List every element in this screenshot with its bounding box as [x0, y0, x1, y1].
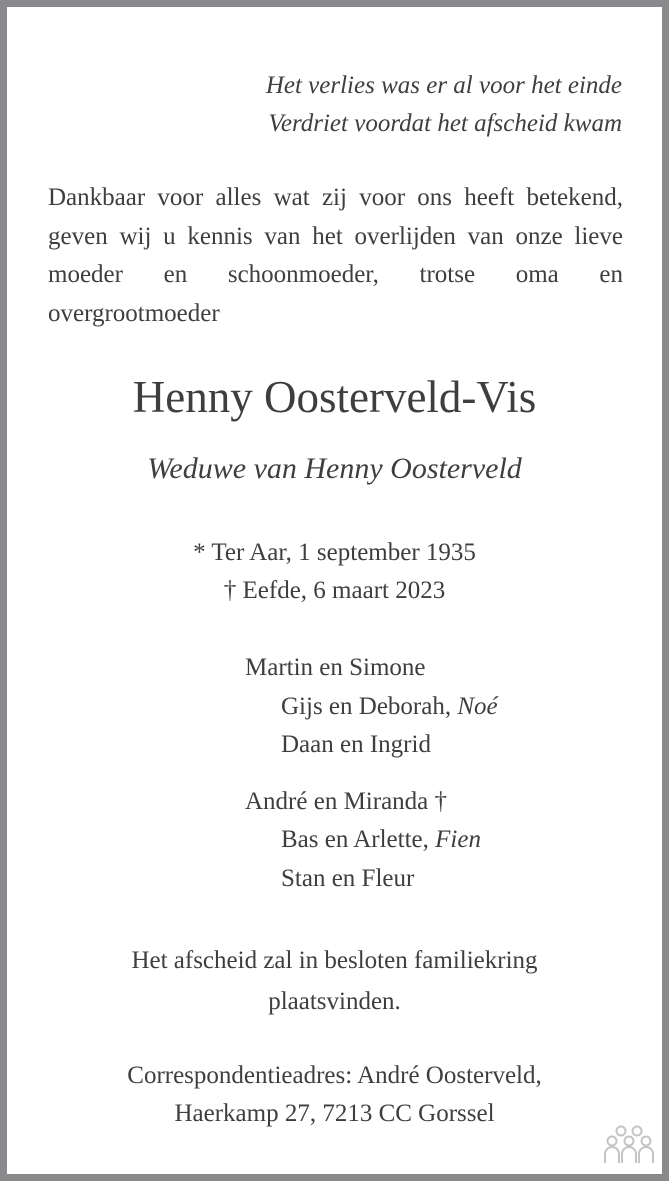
family-group: [245, 783, 498, 899]
farewell-line-2: plaatsvinden.: [268, 988, 401, 1015]
family-group: [245, 649, 498, 765]
family-child: [245, 688, 498, 727]
life-dates: [7, 534, 662, 610]
family-child: [245, 821, 498, 860]
child-names: Gijs en Deborah,: [281, 692, 452, 720]
intro-text: Dankbaar voor alles wat zij voor ons heeft betekend, geven wij u kennis van het overlijden van onze lieve moeder en schoonmoeder, trotse oma en overgrootmoeder: [48, 184, 623, 327]
child-names: Bas en Arlette,: [281, 826, 429, 853]
family-child: [245, 726, 498, 765]
deceased-name: Henny Oosterveld-Vis: [132, 372, 537, 422]
address-line-2: Haerkamp 27, 7213 CC Gorssel: [174, 1100, 495, 1127]
farewell-notice: [7, 940, 662, 1022]
birth-line: * Ter Aar, 1 september 1935: [193, 539, 476, 566]
correspondence-address: [7, 1057, 662, 1133]
family-couple: André en Miranda †: [245, 787, 448, 815]
family-list: [245, 649, 498, 898]
widow-of: Weduwe van Henny Oosterveld: [147, 452, 522, 485]
motto: [266, 67, 622, 143]
motto-line-1: Het verlies was er al voor het einde: [265, 72, 622, 99]
family-child: [245, 860, 498, 899]
grandchild-name: Fien: [435, 826, 481, 853]
grandchild-name: Noé: [457, 692, 498, 720]
people-group-icon: [603, 1124, 655, 1164]
farewell-line-1: Het afscheid zal in besloten familiekring: [131, 947, 538, 974]
address-line-1: Correspondentieadres: André Oosterveld,: [127, 1062, 542, 1089]
child-names: Stan en Fleur: [281, 864, 415, 892]
motto-line-2: Verdriet voordat het afscheid kwam: [268, 110, 622, 137]
child-names: Daan en Ingrid: [281, 731, 431, 758]
death-line: † Eefde, 6 maart 2023: [223, 577, 446, 604]
family-couple: Martin en Simone: [245, 654, 426, 681]
